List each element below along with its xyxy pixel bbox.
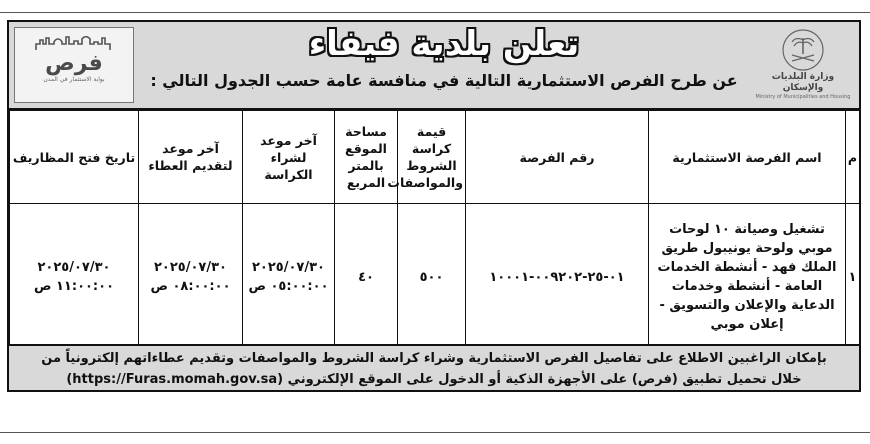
last-bid-time: ٠٨:٠٠:٠٠ ص [150,279,231,294]
furas-logo [14,27,134,103]
footer-line-2: خلال تحميل تطبيق (فرص) على الأجهزة الذكية أو الدخول على الموقع الإلكتروني (https://Furas.momah.gov.sa) [66,372,802,387]
opening-date: ٢٠٢٥/٠٧/٣٠ [37,260,111,275]
ad-title: تعلن بلدية فيفاء [308,24,580,64]
header-banner [9,22,859,110]
ministry-logo [753,28,853,102]
footer-line-1: بإمكان الراغبين الاطلاع على تفاصيل الفرص الاستثمارية وشراء كراسة الشروط والمواصفات وتقديم عطاءاتهم إلكترونياً من [41,351,827,366]
col-header-booklet-price: قيمة كراسة الشروط والمواصفات [398,111,466,204]
col-header-opportunity-number: رقم الفرصة [466,111,649,204]
ministry-name-english: Ministry of Municipalities and Housing [755,94,851,100]
last-purchase-date: ٢٠٢٥/٠٧/٣٠ [252,260,325,275]
ministry-name-arabic: وزارة البلديات والإسكان [771,72,835,93]
last-bid-date: ٢٠٢٥/٠٧/٣٠ [154,260,227,275]
table-row [10,204,860,351]
col-header-last-bid: آخر موعد لتقديم العطاء [139,111,243,204]
opening-time: ١١:٠٠:٠٠ ص [33,279,115,294]
cell-last-purchase [243,204,335,351]
top-rule [0,12,870,13]
cell-envelope-opening [10,204,139,351]
last-purchase-time: ٠٥:٠٠:٠٠ ص [248,279,329,294]
col-header-last-purchase: آخر موعد لشراء الكراسة [243,111,335,204]
ad-subtitle: عن طرح الفرص الاستثمارية التالية في منافسة عامة حسب الجدول التالي : [150,71,738,90]
cell-site-area: ٤٠ [335,204,398,351]
advertisement-box [7,20,861,392]
cell-opportunity-name: تشغيل وصيانة ١٠ لوحات موبي ولوحة يونيبول طريق الملك فهد - أنشطة الخدمات العامة - أنشطة وخدمات الدعاية والإعلان والتسويق - إعلان موبي [649,204,846,351]
palm-swords-emblem-icon [781,28,825,72]
footer-notice [9,344,859,390]
bottom-rule [0,432,870,433]
cell-booklet-price: ٥٠٠ [398,204,466,351]
cell-opportunity-number: ٠١-٢٥-٠٠٩٢٠٢-١٠٠٠١ [466,204,649,351]
furas-tagline: بوابة الاستثمار في المدن [43,76,105,83]
col-header-envelope-opening: تاريخ فتح المظاريف [10,111,139,204]
col-header-index: م [846,111,860,204]
cell-last-bid [139,204,243,351]
opportunities-table [9,110,860,351]
city-skyline-icon [34,34,114,52]
col-header-site-area: مساحة الموقع بالمتر المربع [335,111,398,204]
furas-wordmark: فرص [45,51,103,76]
col-header-opportunity-name: اسم الفرصة الاستثمارية [649,111,846,204]
table-header-row [10,111,860,204]
cell-index: ١ [846,204,860,351]
